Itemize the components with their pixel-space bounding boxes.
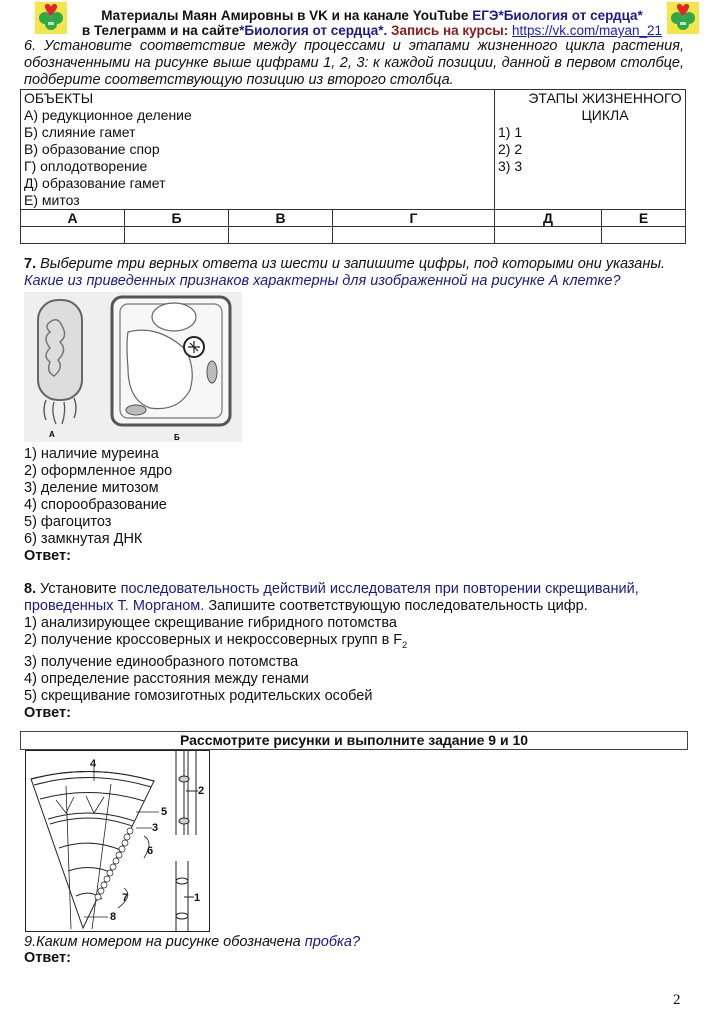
q8-options — [24, 615, 407, 722]
q7-option: 2) оформленное ядро — [24, 463, 173, 479]
q7-option: 1) наличие муреина — [24, 446, 159, 462]
answer-cell[interactable] — [602, 227, 686, 244]
stem-section-illustration — [26, 751, 209, 931]
header-course-name: ЕГЭ*Биология от сердца* — [472, 8, 643, 23]
q7-instruction — [24, 256, 704, 273]
objects-header: ОБЪЕКТЫ — [24, 90, 94, 106]
label-2: 2 — [198, 785, 205, 797]
q7-instruction-text: Выберите три верных ответа из шести и запишите цифры, под которыми они указаны. — [36, 256, 666, 272]
cells-illustration — [24, 292, 242, 442]
q7-answer-label: Ответ: — [24, 548, 71, 564]
q8-option: 5) скрещивание гомозиготных родительских особей — [24, 687, 373, 704]
q8-option: 4) определение расстояния между генами — [24, 670, 309, 687]
page-number: 2 — [673, 992, 681, 1008]
q7-number: 7. — [24, 256, 37, 272]
q8-option-text: 2) получение кроссоверных и некроссоверных групп в F — [24, 632, 403, 648]
stem-figure — [25, 750, 210, 932]
objects-cell — [21, 90, 495, 210]
q9-question: 9.Каким номером на рисунке обозначена — [24, 934, 305, 950]
header-line-1 — [0, 8, 724, 23]
header-text: в Телеграмм и на сайте — [81, 23, 240, 38]
answer-cell[interactable] — [125, 227, 229, 244]
object-item: Д) образование гамет — [24, 175, 166, 191]
answer-cell[interactable] — [21, 227, 125, 244]
answer-col-header: Б — [125, 210, 229, 227]
section-box-title: Рассмотрите рисунки и выполните задание 9 и 10 — [20, 731, 688, 750]
stage-item: 3) 3 — [498, 158, 523, 174]
answer-col-header: В — [229, 210, 333, 227]
q8-pre: Установите — [36, 581, 121, 597]
q8-number: 8. — [24, 581, 37, 597]
answer-col-header: Г — [333, 210, 495, 227]
answer-col-header: Е — [602, 210, 686, 227]
q7-question: Какие из приведенных признаков характерны для изображенной на рисунке А клетке? — [24, 273, 621, 289]
label-7: 7 — [122, 892, 129, 904]
header-line-2 — [0, 23, 724, 38]
answer-cell[interactable] — [229, 227, 333, 244]
label-6: 6 — [147, 845, 154, 857]
label-5: 5 — [161, 806, 168, 818]
q7-option: 3) деление митозом — [24, 480, 159, 496]
q8-blue-text: последовательность действий исследователя при повторении скрещиваний, проведенных Т. Морганом. — [24, 581, 639, 614]
q8-answer-label: Ответ: — [24, 704, 71, 721]
answer-col-header: Д — [495, 210, 602, 227]
stage-item: 2) 2 — [498, 141, 523, 157]
label-3: 3 — [152, 822, 159, 834]
q6-matching-table — [20, 89, 686, 244]
q9-term: пробка? — [304, 934, 361, 950]
q8-text — [24, 581, 704, 615]
q7-options — [24, 446, 172, 565]
q9-text — [24, 934, 360, 951]
q7-option: 4) спорообразование — [24, 497, 167, 513]
header-text: Материалы Маян Амировны в VK и на канале YouTube — [101, 8, 473, 23]
label-1: 1 — [194, 892, 201, 904]
q8-post: Запишите соответствующую последовательность цифр. — [204, 598, 588, 614]
q6-text: 6. Установите соответствие между процессами и этапами жизненного цикла растения, обозначенными на рисунке выше цифрами 1, 2, 3: к каждой позиции, данной в первом столбце, подберите соответствующую позицию из второго столбца. — [24, 38, 684, 88]
figure-label-b: Б — [174, 433, 180, 442]
header-signup-label: Запись на курсы: — [390, 23, 512, 38]
stages-cell — [495, 90, 686, 210]
answer-cell[interactable] — [495, 227, 602, 244]
object-item: Е) митоз — [24, 192, 80, 208]
label-4: 4 — [90, 758, 97, 770]
q8-option: 1) анализирующее скрещивание гибридного потомства — [24, 615, 397, 631]
q9-answer-label: Ответ: — [24, 950, 71, 966]
subscript: 2 — [402, 639, 408, 650]
q7-option: 5) фагоцитоз — [24, 514, 112, 530]
object-item: А) редукционное деление — [24, 107, 192, 123]
object-item: В) образование спор — [24, 141, 160, 157]
object-item: Г) оплодотворение — [24, 158, 148, 174]
q8-option — [24, 632, 407, 654]
figure-label-a: А — [49, 430, 55, 439]
cells-figure — [24, 292, 242, 442]
stage-item: 1) 1 — [498, 124, 523, 140]
stages-header: ЭТАПЫ ЖИЗНЕННОГО ЦИКЛА — [528, 90, 682, 123]
answer-col-header: А — [21, 210, 125, 227]
label-8: 8 — [110, 911, 117, 923]
signup-link[interactable]: https://vk.com/mayan_21 — [512, 23, 663, 38]
q7-option: 6) замкнутая ДНК — [24, 531, 143, 547]
header-site-name: *Биология от сердца*. — [239, 23, 391, 38]
q8-option: 3) получение единообразного потомства — [24, 653, 299, 670]
object-item: Б) слияние гамет — [24, 124, 136, 140]
answer-cell[interactable] — [333, 227, 495, 244]
